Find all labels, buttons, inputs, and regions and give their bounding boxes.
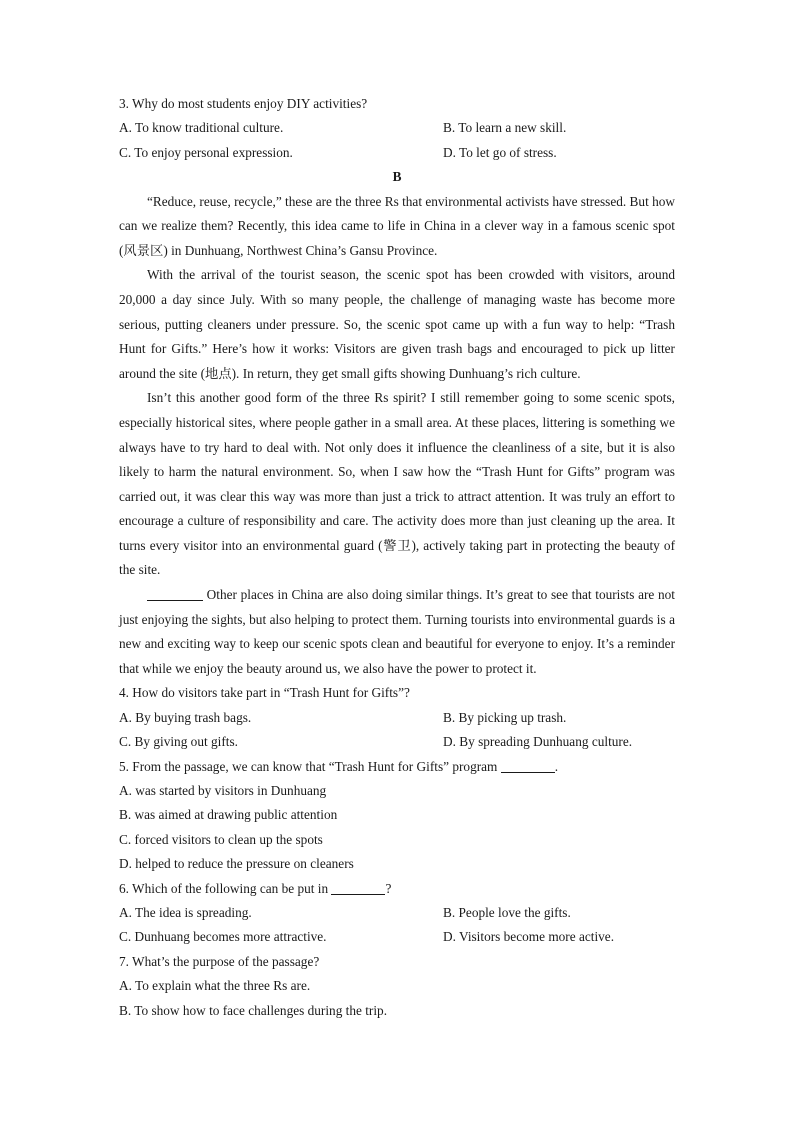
q5-option-c: C. forced visitors to clean up the spots [119,831,323,847]
q7-option-b: B. To show how to face challenges during the trip. [119,1002,388,1018]
passage-paragraph-4 [119,583,675,681]
passage-paragraph-2: With the arrival of the tourist season, the scenic spot has been crowded with visitors, around 20,000 a day since July. With so many people, the challenge of managing waste has become more serious, putting cleaners under pressure. So, the scenic spot came up with a fun way to help: “Trash Hunt for Gifts.” Here’s how it works: Visitors are given trash bags and encouraged to pick up litter around the site (地点). In return, they get small gifts showing Dunhuang’s rich culture. [119,267,675,381]
q6-option-c: C. Dunhuang becomes more attractive. [119,929,327,945]
q3-option-b: B. To learn a new skill. [443,120,567,136]
q5-option-d: D. helped to reduce the pressure on cleaners [119,856,354,872]
q5-stem-end: . [554,758,559,774]
q4-options-row-1 [119,706,675,730]
document-page [119,92,675,1023]
q4-option-d: D. By spreading Dunhuang culture. [443,734,633,750]
passage-blank [147,586,203,601]
passage-paragraph-3: Isn’t this another good form of the three Rs spirit? I still remember going to some scenic spots, especially historical sites, where people gather in a small area. At these places, littering is something we always have to try hard to deal with. Not only does it influence the cleanliness of a site, but it is also likely to harm the natural environment. So, when I saw how the “Trash Hunt for Gifts” program was carried out, it was clear this way was more than just a trick to attract attention. It was truly an effort to encourage a culture of responsibility and care. The activity does more than just cleaning up the area. It turns every visitor into an environmental guard (警卫), actively taking part in protecting the beauty of the site. [119,390,675,578]
q6-stem [119,877,675,901]
q5-option-b: B. was aimed at drawing public attention [119,807,338,823]
q3-options-row-2 [119,141,675,165]
q4-option-a: A. By buying trash bags. [119,709,252,725]
q5-stem [119,755,675,779]
q6-option-b: B. People love the gifts. [443,904,571,920]
q6-options-row-1 [119,901,675,925]
q4-options-row-2 [119,730,675,754]
q6-stem-text: 6. Which of the following can be put in [119,880,332,896]
q4-stem: 4. How do visitors take part in “Trash Hunt for Gifts”? [119,685,410,701]
q3-option-d: D. To let go of stress. [443,144,557,160]
q5-option-a: A. was started by visitors in Dunhuang [119,783,327,798]
q6-blank [331,880,385,895]
q3-option-c: C. To enjoy personal expression. [119,144,293,160]
q6-stem-end: ? [385,880,392,896]
q7-option-a: A. To explain what the three Rs are. [119,978,311,994]
section-b-title: B [392,169,402,185]
q3-option-a: A. To know traditional culture. [119,120,284,136]
passage-paragraph-1: “Reduce, reuse, recycle,” these are the three Rs that environmental activists have stressed. But how can we realize them? Recently, this idea came to life in China in a clever way in a famous scenic spot (风景区) in Dunhuang, Northwest China’s Gansu Province. [119,193,675,258]
q4-option-c: C. By giving out gifts. [119,734,238,750]
q7-stem: 7. What’s the purpose of the passage? [119,953,320,969]
q3-options-row-1 [119,116,675,140]
q6-options-row-2 [119,925,675,949]
q3-stem: 3. Why do most students enjoy DIY activities? [119,96,368,111]
q5-blank [501,758,555,773]
q6-option-d: D. Visitors become more active. [443,929,615,945]
passage-paragraph-4-text: Other places in China are also doing similar things. It’s great to see that tourists are not just enjoying the sights, but also helping to protect them. Turning tourists into environmental guards is a new and exciting way to keep our scenic spots clean and beautiful for everyone to enjoy. It’s a reminder that while we enjoy the beauty around us, we also have the power to protect it. [119,587,675,676]
q6-option-a: A. The idea is spreading. [119,904,252,920]
q5-stem-text: 5. From the passage, we can know that “Trash Hunt for Gifts” program [119,758,501,774]
q4-option-b: B. By picking up trash. [443,709,567,725]
